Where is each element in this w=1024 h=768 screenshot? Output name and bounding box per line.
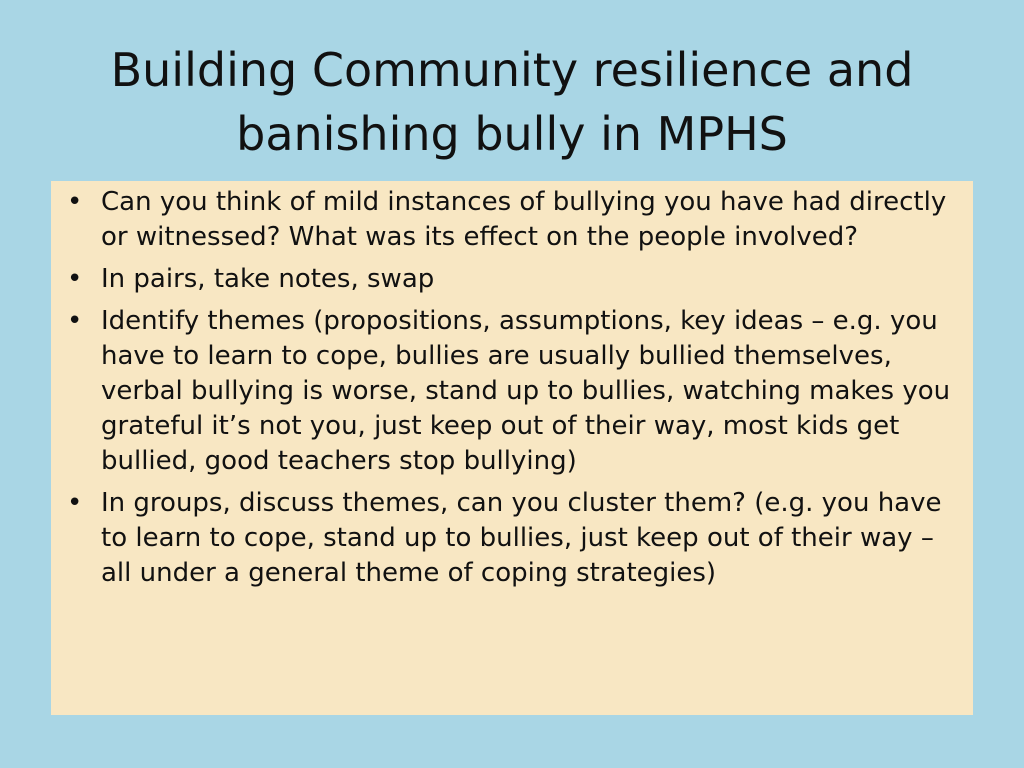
- slide-title-line-1: Building Community resilience and: [110, 43, 914, 97]
- bullet-text: In groups, discuss themes, can you cluster them? (e.g. you have to learn to cope, stand up to bullies, just keep out of their way – all under a general theme of coping strategies): [101, 488, 942, 588]
- bullet-text: In pairs, take notes, swap: [101, 264, 435, 294]
- bullet-icon: •: [67, 306, 83, 336]
- bullet-text: Can you think of mild instances of bullying you have had directly or witnessed? What was its effect on the people involved?: [101, 187, 947, 252]
- bullet-list: [61, 185, 963, 591]
- content-box: [51, 181, 973, 715]
- bullet-item: [61, 262, 963, 297]
- bullet-icon: •: [67, 488, 83, 518]
- bullet-item: [61, 486, 963, 591]
- slide-title-line-2: banishing bully in MPHS: [236, 107, 788, 161]
- slide-title: [60, 38, 964, 166]
- bullet-icon: •: [67, 187, 83, 217]
- bullet-text: Identify themes (propositions, assumptions, key ideas – e.g. you have to learn to cope, bullies are usually bullied themselves, verbal bullying is worse, stand up to bullies, watching makes you grateful it’s not you, just keep out of their way, most kids get bullied, good teachers stop bullying): [101, 306, 951, 476]
- bullet-item: [61, 185, 963, 255]
- bullet-item: [61, 304, 963, 479]
- bullet-icon: •: [67, 264, 83, 294]
